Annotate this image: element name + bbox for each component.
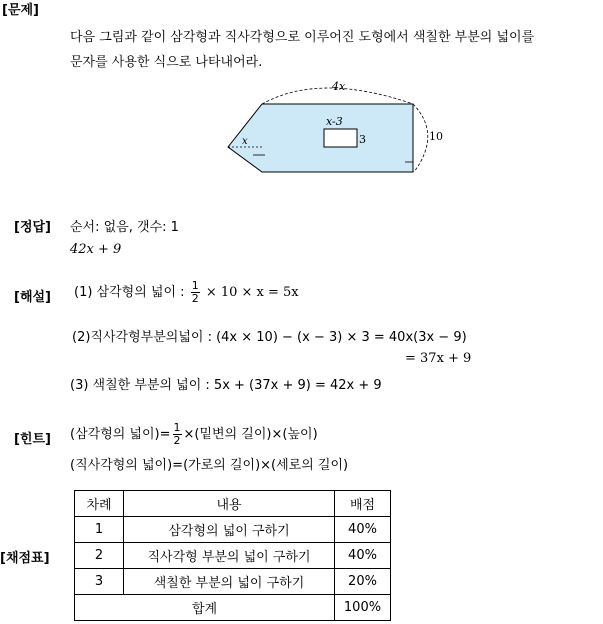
figure-diagram (220, 76, 450, 176)
right-dimension-arc (413, 104, 428, 172)
hint-fraction-half: $\frac{1}{2}$ (173, 421, 181, 447)
solution-step2-result: = 37x + 9 (405, 351, 472, 366)
row-order: 3 (75, 569, 124, 595)
table-row (75, 517, 391, 543)
row-points: 20% (335, 569, 391, 595)
shaded-shape (228, 104, 413, 172)
scoring-table (74, 490, 391, 621)
answer-line1: 순서: 없음, 갯수: 1 (70, 220, 179, 235)
row-content: 직사각형 부분의 넓이 구하기 (124, 543, 335, 569)
solution-step1: (1) 삼각형의 넓이 : $\frac{1}{2}$ × 10 × x = 5x (74, 279, 299, 305)
problem-text-line2: 문자를 사용한 식으로 나타내어라. (70, 55, 263, 70)
row-order: 2 (75, 543, 124, 569)
solution-header: [해설] (14, 290, 51, 305)
row-order: 1 (75, 517, 124, 543)
label-10: 10 (429, 130, 443, 143)
label-x: x (242, 136, 248, 147)
total-label: 합계 (75, 595, 335, 621)
inner-rectangle-hole (324, 129, 357, 147)
hint-line2: (직사각형의 넓이)=(가로의 길이)×(세로의 길이) (70, 458, 349, 473)
solution-step2: (2)직사각형부분의넓이 : (4x × 10) − (x − 3) × 3 = 40x(3x − 9) (72, 330, 467, 345)
solution-step3: (3) 색칠한 부분의 넓이 : 5x + (37x + 9) = 42x + 9 (70, 378, 382, 393)
label-x-3: x-3 (326, 115, 343, 128)
row-content: 색칠한 부분의 넓이 구하기 (124, 569, 335, 595)
answer-line2: 42x + 9 (70, 242, 122, 257)
answer-header: [정답] (14, 220, 51, 235)
row-points: 40% (335, 543, 391, 569)
label-3: 3 (359, 133, 366, 146)
total-points: 100% (335, 595, 391, 621)
scoring-header: [채점표] (0, 551, 50, 566)
hint-header: [힌트] (14, 432, 51, 447)
fraction-half: $\frac{1}{2}$ (191, 279, 199, 305)
row-points: 40% (335, 517, 391, 543)
problem-text-line1: 다음 그림과 같이 삼각형과 직사각형으로 이루어진 도형에서 색칠한 부분의 넓이를 (70, 30, 535, 45)
hint-line1: (삼각형의 넓이)= $\frac{1}{2}$ ×(밑변의 길이)×(높이) (70, 421, 318, 447)
col-order: 차례 (75, 491, 124, 517)
problem-header: [문제] (2, 3, 39, 18)
table-row (75, 569, 391, 595)
table-total-row (75, 595, 391, 621)
table-row (75, 543, 391, 569)
row-content: 삼각형의 넓이 구하기 (124, 517, 335, 543)
label-4x: 4x (332, 80, 346, 93)
scoring-table-header-row (75, 491, 391, 517)
col-content: 내용 (124, 491, 335, 517)
col-points: 배점 (335, 491, 391, 517)
